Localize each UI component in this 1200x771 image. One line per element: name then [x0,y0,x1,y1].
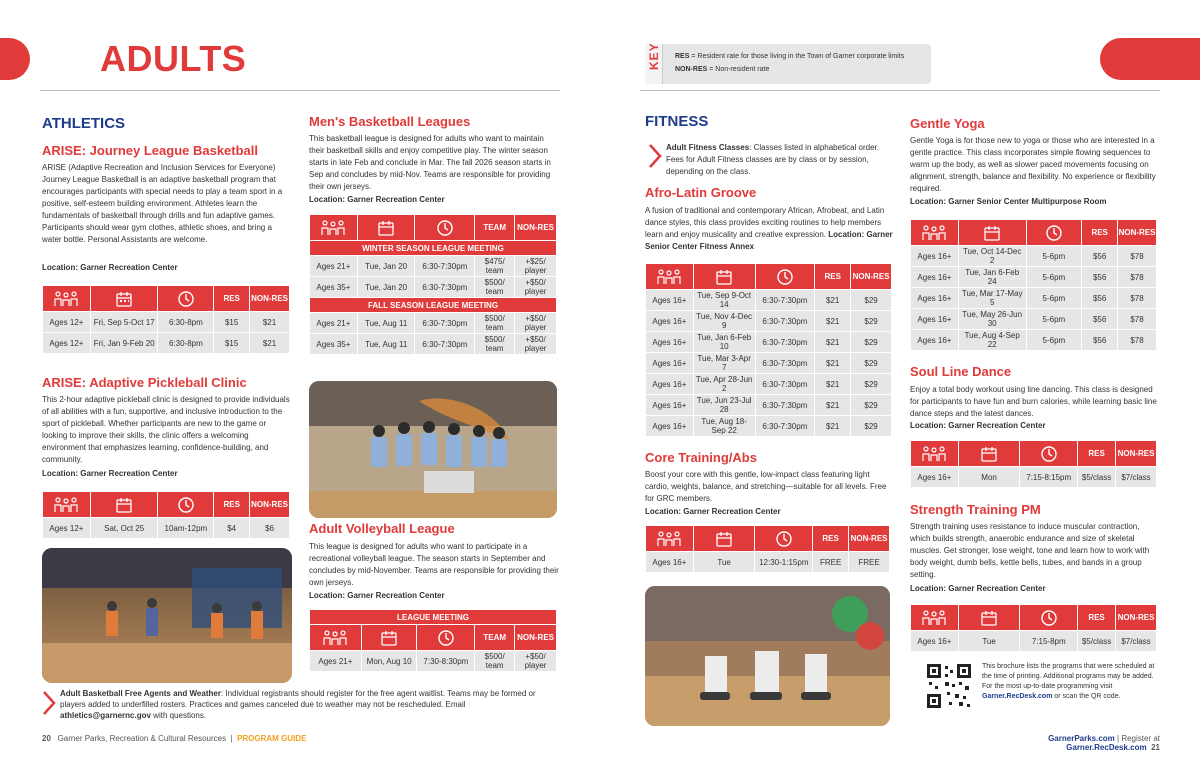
cell-time: 6:30-7:30pm [415,313,475,334]
people-icon [911,605,959,631]
clock-icon [755,526,813,552]
cell-time: 12:30-1:15pm [755,552,813,573]
cell-res: $5/class [1078,631,1116,652]
cell-age: Ages 16+ [646,374,694,395]
table-row [310,334,557,355]
note-text: : Individual registrants should register for the free agent waitlist. Teams may be formed or players added to underfilled rosters. Practices and games canceled due to weather may not be rescheduled. Email [60,689,536,709]
cell-nonres: $78 [1118,309,1157,330]
table-row [310,313,557,334]
arise-pickleball-desc: This 2-hour adaptive pickleball clinic is designed to provide individuals of all abilities with a fun, supportive, and inclusive introduction to the sport of pickleball. Whether participants are new to the game or looking to improve their skills, the clinic offers a welcoming environment that emphasizes learning, confidence-building, and community. [42,395,290,464]
people-icon [911,220,959,246]
table-row [911,288,1157,309]
note-end: with questions. [150,711,207,720]
cell-nonres: $29 [851,395,892,416]
intro-arrow-icon [648,143,662,169]
mens-basketball-location: Location: Garner Recreation Center [309,195,445,204]
table-row [911,246,1157,267]
table-row [911,631,1157,652]
cell-res: $21 [815,353,851,374]
table-row [646,290,892,311]
cell-age: Ages 16+ [646,290,694,311]
yoga-table [910,219,1157,351]
clock-icon [1020,441,1078,467]
note-email[interactable]: athletics@garnernc.gov [60,711,151,720]
clock-icon [1020,605,1078,631]
cell-age: Ages 16+ [646,332,694,353]
cell-res: FREE [813,552,849,573]
mens-basketball-table [309,214,557,355]
arise-basketball-location: Location: Garner Recreation Center [42,263,178,272]
cell-res: $21 [815,416,851,437]
cell-nonres: $78 [1118,288,1157,309]
cell-nonres: $7/class [1116,467,1157,488]
yoga-location: Location: Garner Senior Center Multipurpose Room [910,197,1107,206]
res-header: RES [214,286,250,312]
league-meeting-bar: LEAGUE MEETING [310,610,557,625]
cell-res: $56 [1082,288,1118,309]
intro-text: : Classes listed in alphabetical order. Fees for Adult Fitness classes are by class or by session, depending on the class. [666,143,879,176]
cell-nonres: +$50/ player [515,651,557,672]
cell-nonres: $7/class [1116,631,1157,652]
volleyball-title: Adult Volleyball League [309,521,455,536]
clock-icon [415,215,475,241]
res-header: RES [813,526,849,552]
cell-res: $56 [1082,246,1118,267]
header-tab-left [0,38,30,80]
qr-note [982,662,1162,702]
table-row [646,353,892,374]
team-header: TEAM [475,625,515,651]
cell-nonres: $6 [250,518,290,539]
core-training-photo [645,586,890,726]
calendar-icon [958,441,1020,467]
cell-age: Ages 16+ [646,395,694,416]
afro-table [645,263,892,437]
cell-date: Tue, Aug 11 [357,334,415,355]
cell-nonres: $29 [851,332,892,353]
arise-basketball-desc: ARISE (Adaptive Recreation and Inclusion Services for Everyone) Journey League Basketball is an adaptive basketball program that encourages participants with special needs to play a team sport in a positive, self-esteem building environment. Athletes learn the fundamentals of basketball through drills and fun adaptive games. Participants should wear gym clothes, athletic shoes, and bring a water bottle. Personal Assistants are welcome. [42,163,283,244]
team-header: TEAM [475,215,515,241]
cell-age: Ages 21+ [310,313,358,334]
note-bold: Adult Basketball Free Agents and Weather [60,689,221,698]
nonres-header: NON-RES [250,286,290,312]
key-label: KEY [647,42,661,70]
clock-icon [1026,220,1082,246]
people-icon [310,215,358,241]
table-row [43,312,290,333]
cell-nonres: $21 [250,333,290,354]
right-page-number: 21 [1151,743,1160,752]
cell-res: $56 [1082,330,1118,351]
cell-date: Tue, Jan 6-Feb 24 [958,267,1026,288]
cell-age: Ages 16+ [911,631,959,652]
cell-date: Tue, Mar 17-May 5 [958,288,1026,309]
res-header: RES [1082,220,1118,246]
rate-key [645,44,931,84]
cell-res: $4 [214,518,250,539]
clock-icon [158,492,214,518]
volleyball-table [309,609,557,672]
cell-age: Ages 16+ [646,552,694,573]
calendar-icon [958,605,1020,631]
soul-location: Location: Garner Recreation Center [910,421,1046,430]
cell-res: $21 [815,290,851,311]
people-icon [43,286,91,312]
qr-text: This brochure lists the programs that were scheduled at the time of printing. Additional programs may be added. For the most up-to-date programming visit [982,663,1155,690]
footer-site-link[interactable]: GarnerParks.com [1048,734,1115,743]
strength-location: Location: Garner Recreation Center [910,584,1046,593]
res-header: RES [815,264,851,290]
nonres-header: NON-RES [849,526,890,552]
res-header: RES [214,492,250,518]
soul-desc: Enjoy a total body workout using line dancing. This class is designed for participants to have fun and burn calories, while learning basic line dance steps and the latest dances. [910,385,1157,418]
cell-age: Ages 16+ [646,416,694,437]
cell-age: Ages 16+ [911,288,959,309]
table-row [646,552,890,573]
cell-age: Ages 12+ [43,333,91,354]
basketball-team-photo [309,381,557,518]
cell-nonres: $78 [1118,267,1157,288]
cell-nonres: $78 [1118,330,1157,351]
table-row [310,277,557,298]
core-title: Core Training/Abs [645,450,757,465]
strength-desc: Strength training uses resistance to induce muscular contraction, which builds strength, anaerobic endurance and size of skeletal muscles. Get stronger, lose weight, tone and learn how to work with body weight, dumb bells, kettle bells, tubes, and bands in a group setting. [910,522,1150,579]
strength-table [910,604,1157,652]
cell-time: 6:30-7:30pm [755,374,815,395]
cell-res: $21 [815,311,851,332]
key-nonres-abbr: NON-RES [675,66,708,73]
cell-time: 6:30-7:30pm [755,353,815,374]
calendar-icon [361,625,417,651]
cell-team: $500/ team [475,313,515,334]
qr-link[interactable]: Garner.RecDesk.com [982,693,1053,700]
cell-date: Mon [958,467,1020,488]
cell-age: Ages 35+ [310,334,358,355]
fall-season-bar: FALL SEASON LEAGUE MEETING [310,298,557,313]
right-footer: GarnerParks.com | Register at Garner.RecDesk.com 21 [1048,734,1160,752]
cell-date: Tue, Nov 4-Dec 9 [693,311,755,332]
calendar-icon [693,526,755,552]
cell-date: Tue, Aug 4-Sep 22 [958,330,1026,351]
cell-date: Tue, Mar 3-Apr 7 [693,353,755,374]
divider-right [640,90,1160,91]
cell-age: Ages 21+ [310,651,362,672]
soul-table [910,440,1157,488]
cell-date: Tue, May 26-Jun 30 [958,309,1026,330]
mens-basketball-desc: This basketball league is designed for adults who want to maintain their basketball skills and enjoy competitive play. The winter season starts in late Feb and conclude in Mar. The fall 2026 season starts in Sep and concludes by mid-Nov. Teams are responsible for providing their own jerseys. [309,134,551,191]
cell-time: 7:30-8:30pm [417,651,475,672]
nonres-header: NON-RES [515,625,557,651]
cell-date: Tue, Aug 18-Sep 22 [693,416,755,437]
people-icon [43,492,91,518]
cell-time: 5-6pm [1026,246,1082,267]
qr-end: or scan the QR code. [1052,693,1121,700]
cell-nonres: $29 [851,311,892,332]
cell-res: $56 [1082,309,1118,330]
calendar-icon [357,215,415,241]
header-tab-right [1100,38,1200,80]
table-row [310,256,557,277]
table-row [646,395,892,416]
core-desc: Boost your core with this gentle, low-impact class featuring light cardio, weights, balance, and stretching—suitable for all levels. Free for GRC members. [645,470,887,503]
cell-res: $15 [214,333,250,354]
afro-title: Afro-Latin Groove [645,185,757,200]
cell-nonres: $29 [851,353,892,374]
fitness-heading: FITNESS [645,113,709,130]
table-row [646,416,892,437]
core-table [645,525,890,573]
core-location: Location: Garner Recreation Center [645,507,781,516]
cell-time: 5-6pm [1026,288,1082,309]
key-res-abbr: RES [675,53,690,60]
calendar-icon [958,220,1026,246]
left-footer-guide: PROGRAM GUIDE [237,734,307,743]
cell-age: Ages 16+ [911,246,959,267]
cell-age: Ages 12+ [43,312,91,333]
key-nonres-text: = Non-resident rate [707,66,770,73]
volleyball-location: Location: Garner Recreation Center [309,591,445,600]
cell-date: Tue, Aug 11 [357,313,415,334]
cell-date: Tue [693,552,755,573]
cell-date: Sat, Oct 25 [90,518,158,539]
cell-nonres: $29 [851,416,892,437]
cell-nonres: +$50/ player [515,313,557,334]
footer-register: Register at [1121,734,1160,743]
cell-date: Tue [958,631,1020,652]
table-row [911,309,1157,330]
table-row [43,518,290,539]
page-title: ADULTS [100,38,247,79]
arise-pickleball-title: ARISE: Adaptive Pickleball Clinic [42,375,247,390]
cell-date: Tue, Jan 20 [357,277,415,298]
cell-team: $500/ team [475,651,515,672]
cell-time: 5-6pm [1026,267,1082,288]
calendar-icon [90,286,158,312]
cell-age: Ages 16+ [911,309,959,330]
volleyball-desc: This league is designed for adults who want to participate in a recreational volleyball league. The season starts in September and concludes by mid-November. Teams are responsible for providing their own jerseys. [309,542,559,587]
table-row [911,330,1157,351]
cell-date: Tue, Jun 23-Jul 28 [693,395,755,416]
cell-nonres: $29 [851,290,892,311]
cell-time: 7:15-8:15pm [1020,467,1078,488]
cell-time: 6:30-7:30pm [755,311,815,332]
cell-nonres: +$50/ player [515,277,557,298]
nonres-header: NON-RES [1116,441,1157,467]
yoga-desc: Gentle Yoga is for those new to yoga or those who are interested in a gentle practice. This class incorporates simple flowing sequences to warm up the body, as well as slower paced movements focusing on alignment, strength, balance and flexibility. No experience or flexibility required. [910,136,1156,193]
people-icon [646,264,694,290]
table-row [911,267,1157,288]
people-icon [646,526,694,552]
soul-title: Soul Line Dance [910,364,1012,379]
people-icon [911,441,959,467]
arise-basketball-table [42,285,290,354]
cell-time: 6:30-7:30pm [755,332,815,353]
afro-desc-text: A fusion of traditional and contemporary African, Afrobeat, and Latin dance styles, this class provides exciting routines to help members learn and enjoy musicality and creative expression. [645,206,885,239]
cell-date: Tue, Apr 28-Jun 2 [693,374,755,395]
note-arrow-icon [42,690,56,716]
people-icon [310,625,362,651]
nonres-header: NON-RES [250,492,290,518]
cell-date: Tue, Jan 20 [357,256,415,277]
free-agents-note [60,688,540,721]
footer-recdesk-link[interactable]: Garner.RecDesk.com [1066,743,1147,752]
cell-date: Tue, Oct 14-Dec 2 [958,246,1026,267]
clock-icon [158,286,214,312]
cell-res: $56 [1082,267,1118,288]
cell-age: Ages 16+ [911,467,959,488]
cell-nonres: FREE [849,552,890,573]
cell-team: $500/ team [475,334,515,355]
intro-bold: Adult Fitness Classes [666,143,750,152]
calendar-icon [693,264,755,290]
cell-time: 7:15-8pm [1020,631,1078,652]
cell-res: $15 [214,312,250,333]
winter-season-bar: WINTER SEASON LEAGUE MEETING [310,241,557,256]
arise-pickleball-table [42,491,290,539]
fitness-intro [666,142,891,178]
nonres-header: NON-RES [851,264,892,290]
clock-icon [417,625,475,651]
cell-nonres: $78 [1118,246,1157,267]
divider-left [40,90,560,91]
cell-time: 6:30-7:30pm [415,334,475,355]
left-footer: 20 Garner Parks, Recreation & Cultural Resources | PROGRAM GUIDE [42,734,307,743]
cell-time: 5-6pm [1026,330,1082,351]
cell-age: Ages 35+ [310,277,358,298]
cell-res: $21 [815,395,851,416]
key-res-text: = Resident rate for those living in the Town of Garner corporate limits [689,53,905,60]
afro-location: Location: Garner Senior Center Fitness Annex [645,230,893,251]
nonres-header: NON-RES [1118,220,1157,246]
calendar-icon [90,492,158,518]
cell-date: Tue, Jan 6-Feb 10 [693,332,755,353]
cell-age: Ages 16+ [911,267,959,288]
nonres-header: NON-RES [1116,605,1157,631]
afro-desc [645,205,893,253]
cell-date: Fri, Jan 9-Feb 20 [90,333,158,354]
left-footer-org: Garner Parks, Recreation & Cultural Resources [57,734,227,743]
cell-date: Mon, Aug 10 [361,651,417,672]
cell-nonres: $29 [851,374,892,395]
cell-team: $500/ team [475,277,515,298]
cell-time: 6:30-7:30pm [755,290,815,311]
mens-basketball-title: Men's Basketball Leagues [309,114,471,129]
cell-time: 6:30-7:30pm [415,256,475,277]
cell-time: 6:30-8pm [158,312,214,333]
cell-time: 5-6pm [1026,309,1082,330]
nonres-header: NON-RES [515,215,557,241]
cell-age: Ages 16+ [911,330,959,351]
cell-res: $5/class [1078,467,1116,488]
cell-res: $21 [815,374,851,395]
table-row [43,333,290,354]
res-header: RES [1078,605,1116,631]
cell-nonres: $21 [250,312,290,333]
strength-title: Strength Training PM [910,502,1041,517]
cell-age: Ages 16+ [646,311,694,332]
athletics-heading: ATHLETICS [42,115,126,132]
cell-age: Ages 21+ [310,256,358,277]
cell-time: 6:30-8pm [158,333,214,354]
yoga-title: Gentle Yoga [910,116,985,131]
cell-time: 6:30-7:30pm [415,277,475,298]
pickleball-photo [42,548,292,683]
table-row [646,332,892,353]
table-row [646,374,892,395]
cell-date: Fri, Sep 5-Oct 17 [90,312,158,333]
cell-date: Tue, Sep 9-Oct 14 [693,290,755,311]
left-page-number: 20 [42,734,51,743]
arise-basketball-title: ARISE: Journey League Basketball [42,143,259,158]
table-row [911,467,1157,488]
cell-age: Ages 12+ [43,518,91,539]
table-row [310,651,557,672]
cell-age: Ages 16+ [646,353,694,374]
qr-code[interactable] [925,662,973,715]
res-header: RES [1078,441,1116,467]
cell-team: $475/ team [475,256,515,277]
cell-time: 6:30-7:30pm [755,395,815,416]
cell-nonres: +$50/ player [515,334,557,355]
clock-icon [755,264,815,290]
arise-pickleball-location: Location: Garner Recreation Center [42,469,178,478]
cell-time: 10am-12pm [158,518,214,539]
cell-nonres: +$25/ player [515,256,557,277]
table-row [646,311,892,332]
cell-res: $21 [815,332,851,353]
cell-time: 6:30-7:30pm [755,416,815,437]
